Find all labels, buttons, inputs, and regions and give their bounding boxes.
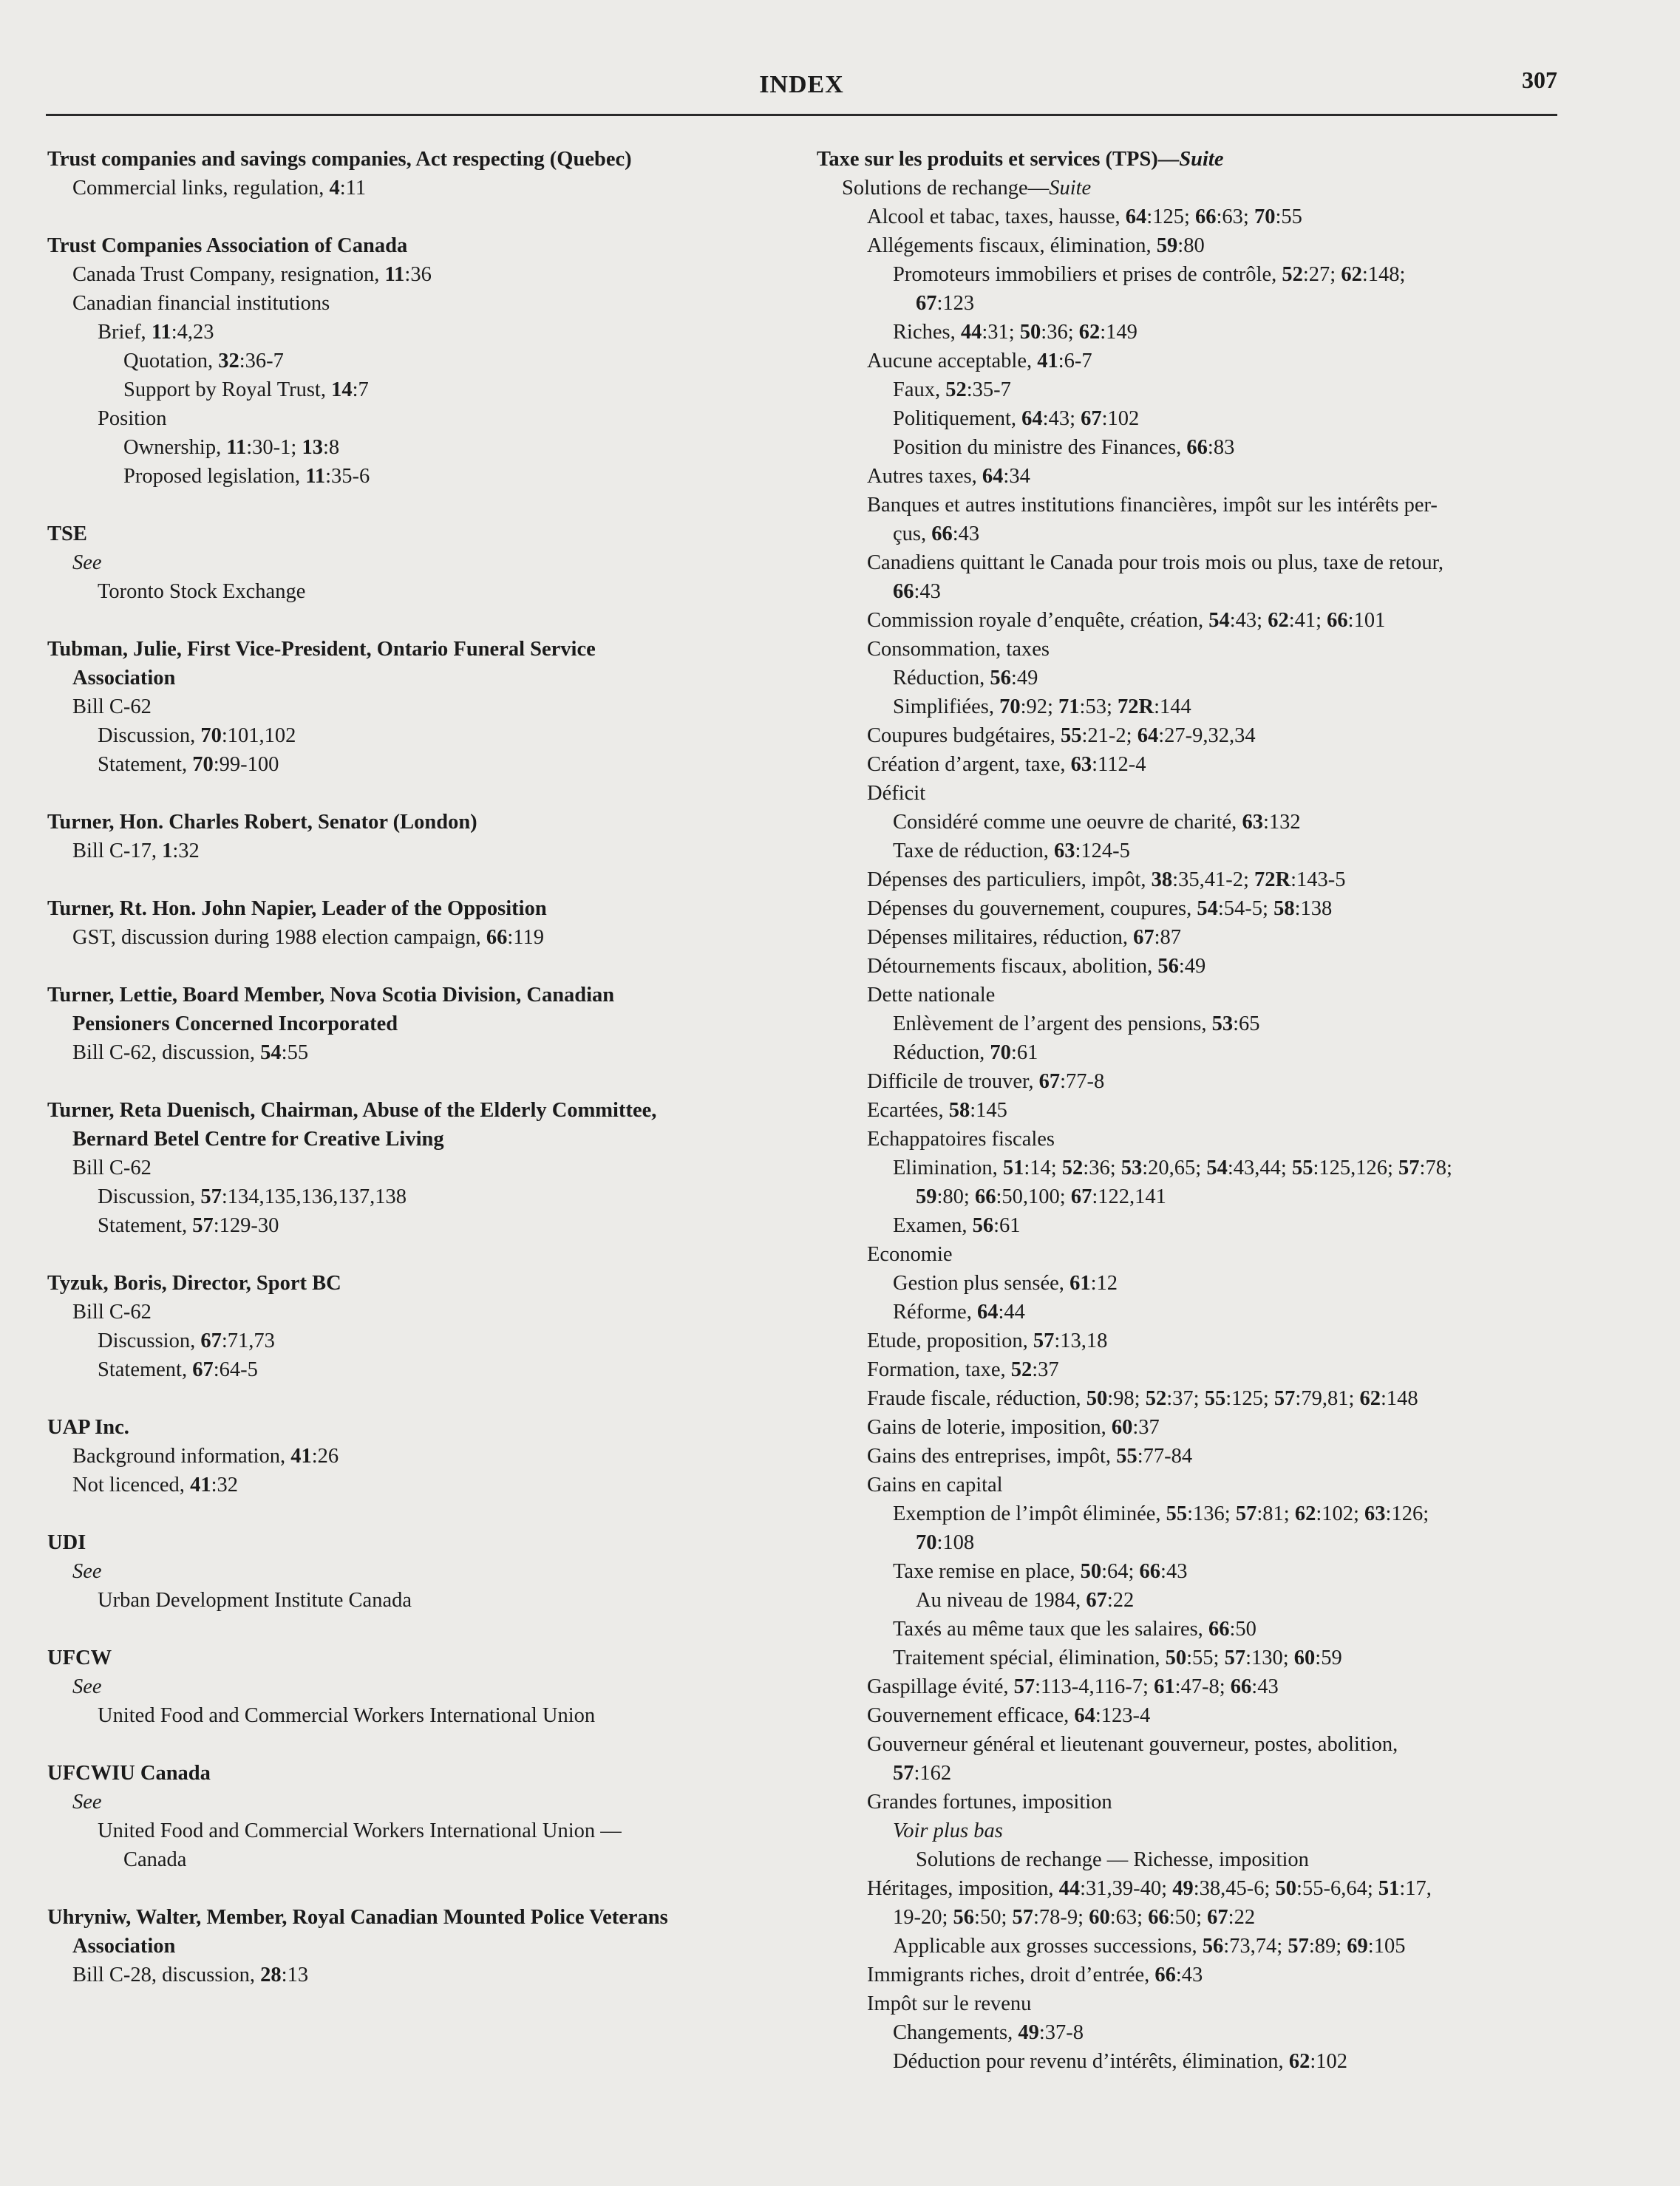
index-entry: Gouverneur général et lieutenant gouverneur, postes, abolition, bbox=[867, 1733, 1398, 1756]
right-index-column bbox=[817, 145, 1563, 2076]
index-entry: See bbox=[72, 1560, 102, 1583]
index-entry: Gaspillage évité, 57:113-4,116-7; 61:47-8; 66:43 bbox=[867, 1675, 1279, 1698]
index-entry: Commercial links, regulation, 4:11 bbox=[72, 177, 367, 200]
index-entry: Toronto Stock Exchange bbox=[98, 580, 306, 603]
index-heading: Association bbox=[72, 1935, 176, 1958]
index-entry: Statement, 70:99-100 bbox=[98, 753, 279, 776]
index-entry: Quotation, 32:36-7 bbox=[123, 350, 284, 372]
index-entry: Brief, 11:4,23 bbox=[98, 321, 214, 344]
index-heading: Tubman, Julie, First Vice-President, Ontario Funeral Service bbox=[47, 638, 596, 661]
index-heading: UAP Inc. bbox=[47, 1416, 129, 1439]
index-entry: Canada Trust Company, resignation, 11:36 bbox=[72, 263, 432, 286]
index-heading: Trust companies and savings companies, Act respecting (Quebec) bbox=[47, 148, 632, 171]
index-entry: Discussion, 57:134,135,136,137,138 bbox=[98, 1185, 407, 1208]
index-entry: Ownership, 11:30-1; 13:8 bbox=[123, 436, 340, 459]
page-number: 307 bbox=[1522, 67, 1557, 93]
index-entry: Gains des entreprises, impôt, 55:77-84 bbox=[867, 1445, 1193, 1468]
index-entry: Promoteurs immobiliers et prises de contrôle, 52:27; 62:148; bbox=[893, 263, 1406, 286]
index-heading: Uhryniw, Walter, Member, Royal Canadian Mounted Police Veterans bbox=[47, 1906, 668, 1929]
index-entry: Aucune acceptable, 41:6-7 bbox=[867, 350, 1092, 372]
index-entry: Traitement spécial, élimination, 50:55; 57:130; 60:59 bbox=[893, 1647, 1342, 1669]
index-entry: Formation, taxe, 52:37 bbox=[867, 1358, 1059, 1381]
index-entry: Statement, 67:64-5 bbox=[98, 1358, 258, 1381]
index-entry: Support by Royal Trust, 14:7 bbox=[123, 378, 369, 401]
index-entry: Fraude fiscale, réduction, 50:98; 52:37; 55:125; 57:79,81; 62:148 bbox=[867, 1387, 1418, 1410]
index-heading: UDI bbox=[47, 1531, 86, 1554]
index-entry: Réduction, 56:49 bbox=[893, 667, 1038, 689]
index-entry: Bill C-17, 1:32 bbox=[72, 840, 200, 862]
index-entry: 57:162 bbox=[893, 1762, 952, 1785]
index-entry: Coupures budgétaires, 55:21-2; 64:27-9,32,34 bbox=[867, 724, 1256, 747]
index-entry: Déduction pour revenu d’intérêts, élimination, 62:102 bbox=[893, 2050, 1347, 2073]
index-entry: Enlèvement de l’argent des pensions, 53:65 bbox=[893, 1012, 1260, 1035]
index-entry: Position du ministre des Finances, 66:83 bbox=[893, 436, 1235, 459]
index-entry: Bill C-28, discussion, 28:13 bbox=[72, 1964, 309, 1986]
index-entry: Détournements fiscaux, abolition, 56:49 bbox=[867, 955, 1206, 978]
page-title: INDEX bbox=[759, 71, 844, 98]
index-heading: UFCWIU Canada bbox=[47, 1762, 211, 1785]
index-entry: Solutions de rechange—Suite bbox=[842, 177, 1092, 200]
index-entry: Alcool et tabac, taxes, hausse, 64:125; 66:63; 70:55 bbox=[867, 205, 1302, 228]
index-entry: Banques et autres institutions financières, impôt sur les intérêts per- bbox=[867, 494, 1438, 517]
index-heading: Tyzuk, Boris, Director, Sport BC bbox=[47, 1272, 341, 1295]
index-heading: Turner, Hon. Charles Robert, Senator (London) bbox=[47, 811, 477, 834]
index-heading: TSE bbox=[47, 522, 87, 545]
index-entry: Taxe de réduction, 63:124-5 bbox=[893, 840, 1130, 862]
index-entry: Dépenses militaires, réduction, 67:87 bbox=[867, 926, 1182, 949]
page-header bbox=[46, 68, 1557, 116]
index-heading: Association bbox=[72, 667, 176, 689]
index-entry: Economie bbox=[867, 1243, 953, 1266]
index-entry: 67:123 bbox=[916, 292, 975, 315]
index-entry: Discussion, 67:71,73 bbox=[98, 1329, 275, 1352]
index-entry: Elimination, 51:14; 52:36; 53:20,65; 54:43,44; 55:125,126; 57:78; bbox=[893, 1157, 1452, 1179]
index-entry: Etude, proposition, 57:13,18 bbox=[867, 1329, 1108, 1352]
index-entry: Réduction, 70:61 bbox=[893, 1041, 1038, 1064]
index-entry: Bill C-62 bbox=[72, 1157, 152, 1179]
index-heading: UFCW bbox=[47, 1647, 112, 1669]
index-entry: Déficit bbox=[867, 782, 926, 805]
index-entry: Réforme, 64:44 bbox=[893, 1301, 1025, 1324]
index-entry: 19-20; 56:50; 57:78-9; 60:63; 66:50; 67:22 bbox=[893, 1906, 1256, 1929]
left-index-column bbox=[47, 145, 809, 1989]
index-entry: Gains de loterie, imposition, 60:37 bbox=[867, 1416, 1160, 1439]
index-entry: Impôt sur le revenu bbox=[867, 1992, 1032, 2015]
index-entry: Dépenses des particuliers, impôt, 38:35,41-2; 72R:143-5 bbox=[867, 868, 1346, 891]
index-entry: Discussion, 70:101,102 bbox=[98, 724, 296, 747]
index-entry: Proposed legislation, 11:35-6 bbox=[123, 465, 370, 488]
index-entry: Taxe remise en place, 50:64; 66:43 bbox=[893, 1560, 1188, 1583]
index-entry: Dépenses du gouvernement, coupures, 54:54-5; 58:138 bbox=[867, 897, 1333, 920]
index-entry: Héritages, imposition, 44:31,39-40; 49:38,45-6; 50:55-6,64; 51:17, bbox=[867, 1877, 1432, 1900]
index-entry: 66:43 bbox=[893, 580, 941, 603]
index-heading: Turner, Lettie, Board Member, Nova Scotia Division, Canadian bbox=[47, 984, 615, 1007]
index-entry: Ecartées, 58:145 bbox=[867, 1099, 1007, 1122]
index-heading: Turner, Rt. Hon. John Napier, Leader of the Opposition bbox=[47, 897, 547, 920]
index-entry: Examen, 56:61 bbox=[893, 1214, 1021, 1237]
index-entry: Changements, 49:37-8 bbox=[893, 2021, 1084, 2044]
index-entry: Echappatoires fiscales bbox=[867, 1128, 1055, 1151]
index-entry: Gains en capital bbox=[867, 1474, 1003, 1497]
index-entry: Taxés au même taux que les salaires, 66:50 bbox=[893, 1618, 1256, 1641]
index-entry: See bbox=[72, 1791, 102, 1814]
index-entry: Statement, 57:129-30 bbox=[98, 1214, 279, 1237]
index-entry: See bbox=[72, 1675, 102, 1698]
index-heading: Trust Companies Association of Canada bbox=[47, 234, 408, 257]
index-entry: Au niveau de 1984, 67:22 bbox=[916, 1589, 1135, 1612]
index-entry: Commission royale d’enquête, création, 54:43; 62:41; 66:101 bbox=[867, 609, 1386, 632]
index-heading: Taxe sur les produits et services (TPS)—Suite bbox=[817, 148, 1224, 171]
index-entry: Canadian financial institutions bbox=[72, 292, 330, 315]
index-entry: United Food and Commercial Workers International Union — bbox=[98, 1819, 622, 1842]
index-entry: Urban Development Institute Canada bbox=[98, 1589, 412, 1612]
index-entry: Riches, 44:31; 50:36; 62:149 bbox=[893, 321, 1137, 344]
index-entry: Politiquement, 64:43; 67:102 bbox=[893, 407, 1140, 430]
index-entry: Dette nationale bbox=[867, 984, 996, 1007]
index-entry: Allégements fiscaux, élimination, 59:80 bbox=[867, 234, 1205, 257]
index-entry: Faux, 52:35-7 bbox=[893, 378, 1011, 401]
index-entry: Canada bbox=[123, 1848, 187, 1871]
index-entry: Voir plus bas bbox=[893, 1819, 1003, 1842]
index-entry: 59:80; 66:50,100; 67:122,141 bbox=[916, 1185, 1166, 1208]
index-entry: Autres taxes, 64:34 bbox=[867, 465, 1030, 488]
index-entry: Bill C-62 bbox=[72, 695, 152, 718]
index-entry: Gestion plus sensée, 61:12 bbox=[893, 1272, 1118, 1295]
index-entry: Simplifiées, 70:92; 71:53; 72R:144 bbox=[893, 695, 1191, 718]
index-entry: Bill C-62, discussion, 54:55 bbox=[72, 1041, 309, 1064]
index-entry: Création d’argent, taxe, 63:112-4 bbox=[867, 753, 1146, 776]
index-entry: Background information, 41:26 bbox=[72, 1445, 339, 1468]
index-entry: Solutions de rechange — Richesse, imposition bbox=[916, 1848, 1309, 1871]
index-entry: Immigrants riches, droit d’entrée, 66:43 bbox=[867, 1964, 1203, 1986]
index-entry: GST, discussion during 1988 election campaign, 66:119 bbox=[72, 926, 545, 949]
index-entry: Considéré comme une oeuvre de charité, 63:132 bbox=[893, 811, 1301, 834]
index-entry: Canadiens quittant le Canada pour trois mois ou plus, taxe de retour, bbox=[867, 551, 1444, 574]
index-entry: Position bbox=[98, 407, 167, 430]
index-entry: Consommation, taxes bbox=[867, 638, 1050, 661]
index-entry: 70:108 bbox=[916, 1531, 975, 1554]
index-entry: United Food and Commercial Workers International Union bbox=[98, 1704, 596, 1727]
index-heading: Turner, Reta Duenisch, Chairman, Abuse of the Elderly Committee, bbox=[47, 1099, 657, 1122]
index-entry: çus, 66:43 bbox=[893, 522, 980, 545]
index-heading: Bernard Betel Centre for Creative Living bbox=[72, 1128, 444, 1151]
index-entry: Exemption de l’impôt éliminée, 55:136; 57:81; 62:102; 63:126; bbox=[893, 1502, 1429, 1525]
index-entry: Grandes fortunes, imposition bbox=[867, 1791, 1112, 1814]
index-entry: Applicable aux grosses successions, 56:73,74; 57:89; 69:105 bbox=[893, 1935, 1406, 1958]
index-entry: See bbox=[72, 551, 102, 574]
index-entry: Gouvernement efficace, 64:123-4 bbox=[867, 1704, 1151, 1727]
index-entry: Bill C-62 bbox=[72, 1301, 152, 1324]
index-entry: Not licenced, 41:32 bbox=[72, 1474, 238, 1497]
index-entry: Difficile de trouver, 67:77-8 bbox=[867, 1070, 1105, 1093]
index-heading: Pensioners Concerned Incorporated bbox=[72, 1012, 398, 1035]
